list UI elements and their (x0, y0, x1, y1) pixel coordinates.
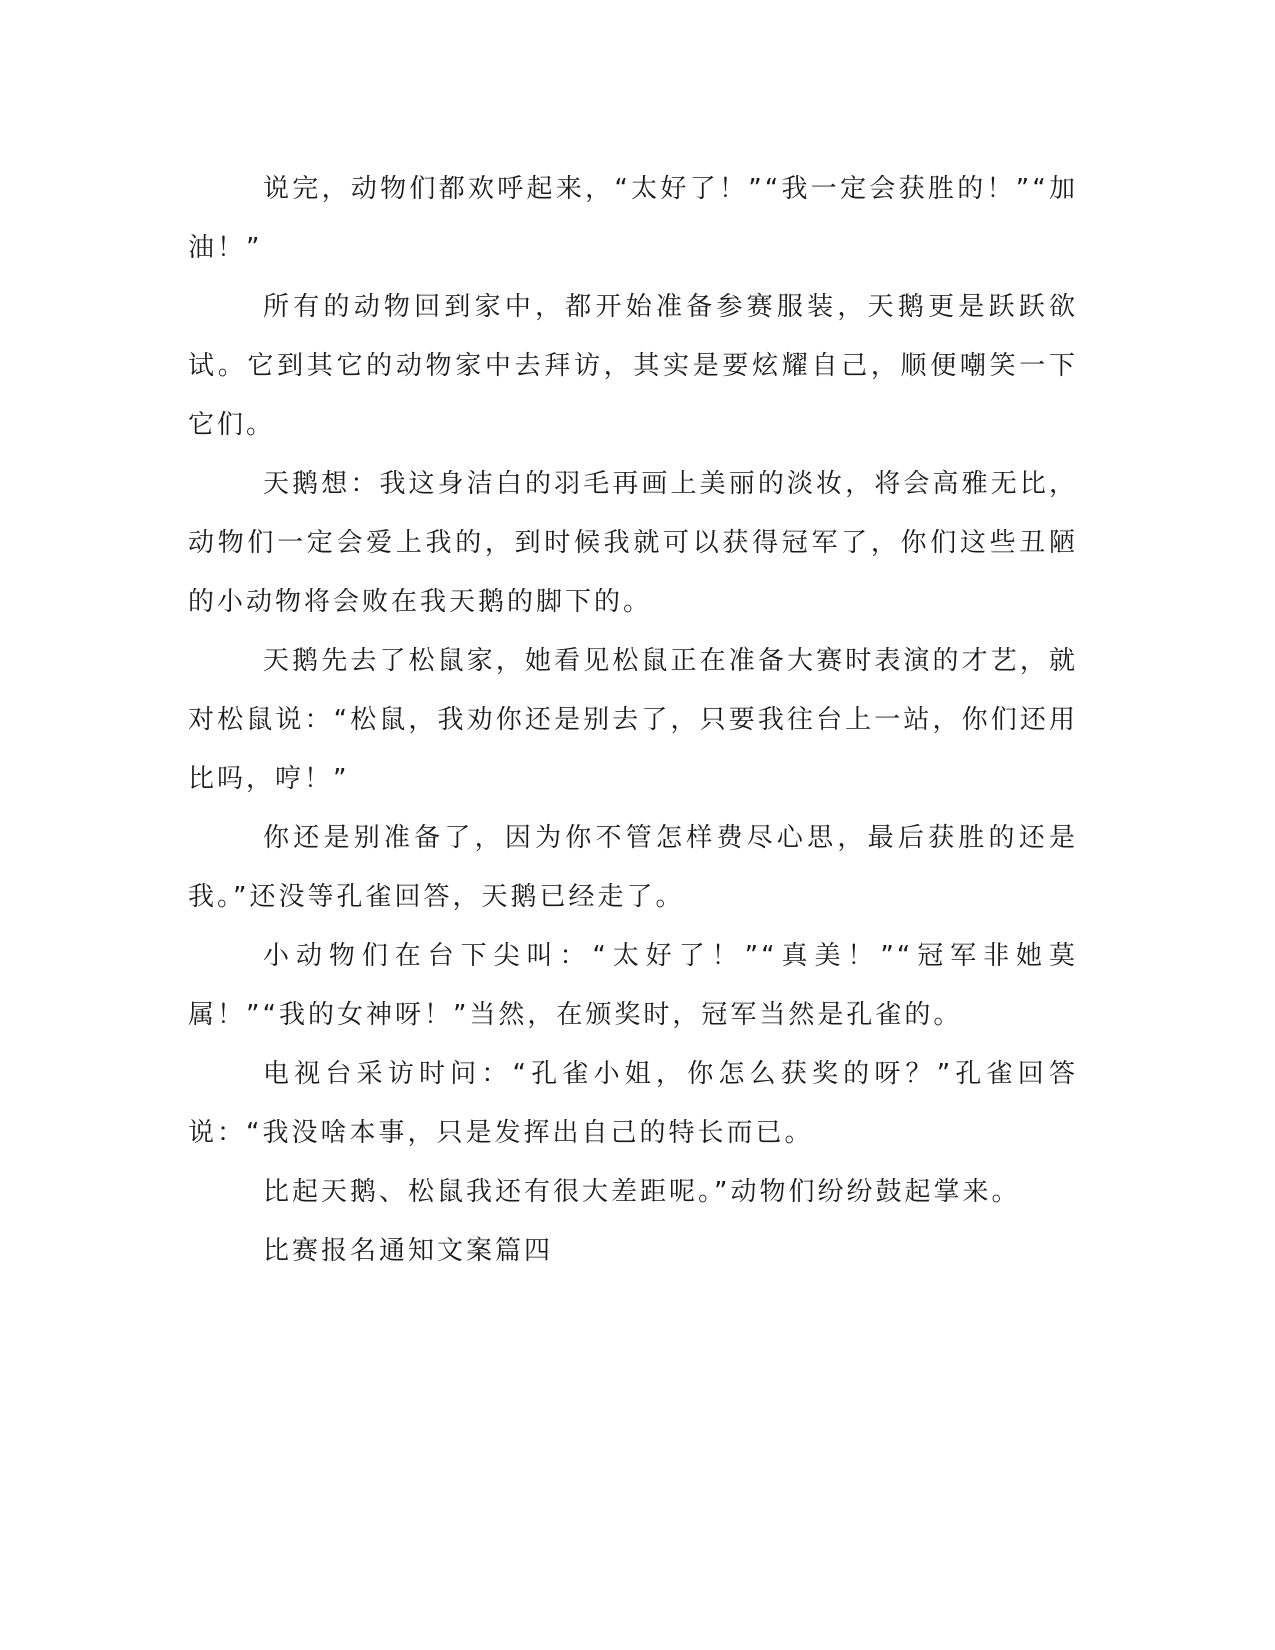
paragraph-8: 比起天鹅、松鼠我还有很大差距呢。”动物们纷纷鼓起掌来。 (263, 1177, 1021, 1207)
paragraph-6: 小动物们在台下尖叫：“太好了！”“真美！”“冠军非她莫属！”“我的女神呀！”当然，在颁奖时，冠军当然是孔雀的。 (188, 941, 1078, 1030)
paragraph-5: 你还是别准备了，因为你不管怎样费尽心思，最后获胜的还是我。”还没等孔雀回答，天鹅已经走了。 (188, 823, 1078, 912)
section-heading: 比赛报名通知文案篇四 (263, 1236, 554, 1266)
document-body (188, 160, 1078, 1281)
paragraph-3: 天鹅想：我这身洁白的羽毛再画上美丽的淡妆，将会高雅无比，动物们一定会爱上我的，到时候我就可以获得冠军了，你们这些丑陋的小动物将会败在我天鹅的脚下的。 (188, 469, 1078, 617)
paragraph-7: 电视台采访时问：“孔雀小姐，你怎么获奖的呀？”孔雀回答说：“我没啥本事，只是发挥出自己的特长而已。 (188, 1059, 1078, 1148)
paragraph-2: 所有的动物回到家中，都开始准备参赛服装，天鹅更是跃跃欲试。它到其它的动物家中去拜访，其实是要炫耀自己，顺便嘲笑一下它们。 (188, 292, 1078, 440)
paragraph-4: 天鹅先去了松鼠家，她看见松鼠正在准备大赛时表演的才艺，就对松鼠说：“松鼠，我劝你还是别去了，只要我往台上一站，你们还用比吗，哼！” (188, 646, 1078, 794)
paragraph-1: 说完，动物们都欢呼起来，“太好了！”“我一定会获胜的！”“加油！” (188, 174, 1078, 263)
